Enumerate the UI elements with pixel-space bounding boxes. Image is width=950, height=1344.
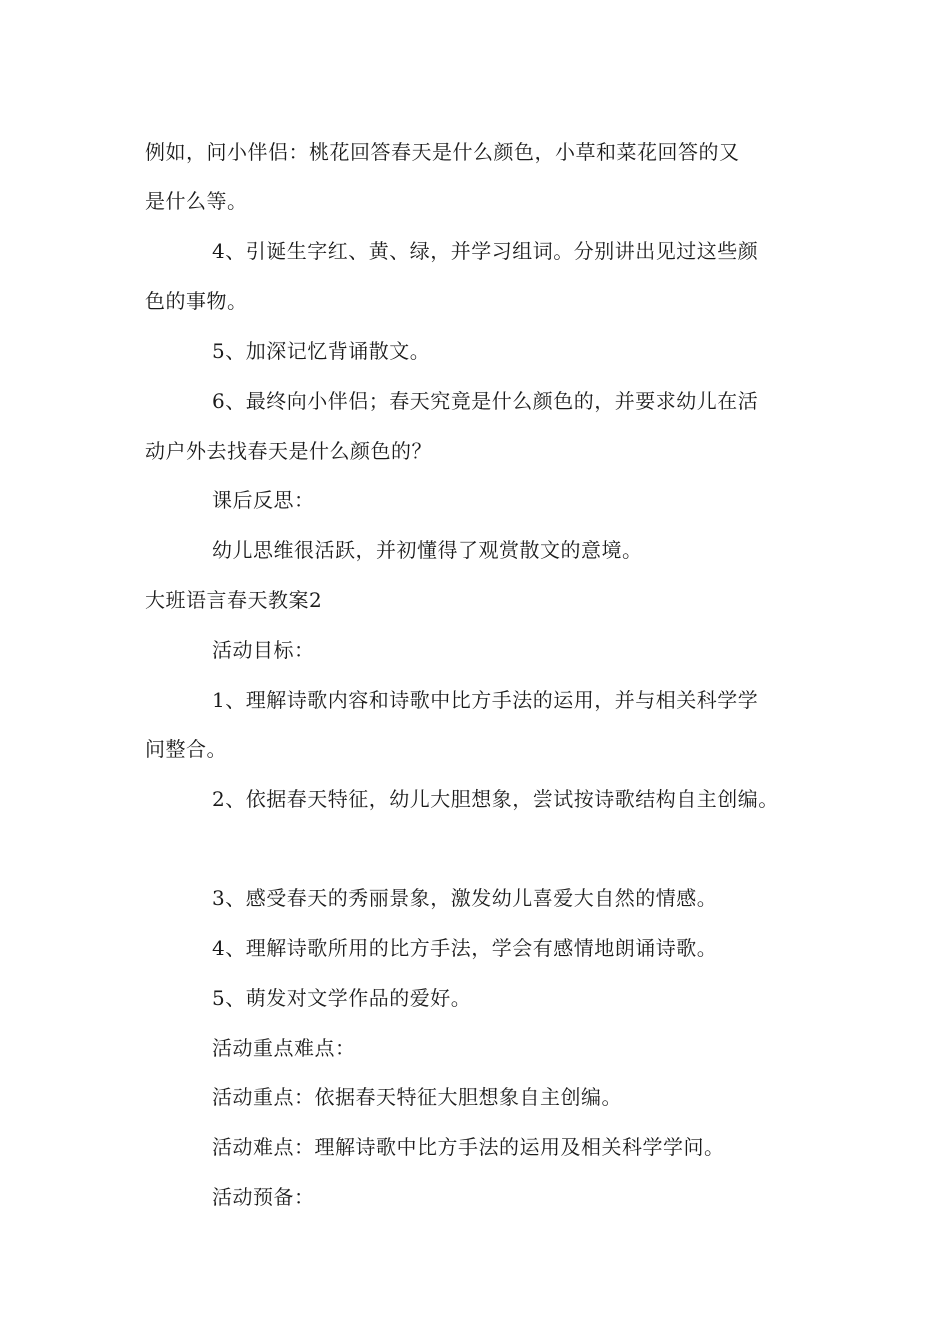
paragraph-line: 4、理解诗歌所用的比方手法，学会有感情地朗诵诗歌。 [212,936,718,960]
section-label: 活动目标： [212,638,315,662]
section-label: 活动预备： [212,1185,315,1209]
paragraph-line: 4、引诞生字红、黄、绿，并学习组词。分别讲出见过这些颜 [212,239,759,263]
paragraph-line: 例如，问小伴侣：桃花回答春天是什么颜色，小草和菜花回答的又 [145,140,740,164]
paragraph-line: 幼儿思维很活跃，并初懂得了观赏散文的意境。 [212,538,643,562]
section-heading: 大班语言春天教案2 [145,588,323,612]
paragraph-line: 动户外去找春天是什么颜色的？ [145,439,432,463]
paragraph-line: 6、最终向小伴侣；春天究竟是什么颜色的，并要求幼儿在活 [212,389,759,413]
paragraph-line: 2、依据春天特征，幼儿大胆想象，尝试按诗歌结构自主创编。 [212,787,779,811]
paragraph-line: 5、加深记忆背诵散文。 [212,339,431,363]
paragraph-line: 问整合。 [145,737,227,761]
paragraph-line: 活动重点：依据春天特征大胆想象自主创编。 [212,1085,622,1109]
paragraph-line: 1、理解诗歌内容和诗歌中比方手法的运用，并与相关科学学 [212,688,759,712]
paragraph-line: 是什么等。 [145,189,248,213]
paragraph-line: 5、萌发对文学作品的爱好。 [212,986,472,1010]
section-label: 活动重点难点： [212,1036,356,1060]
paragraph-line: 色的事物。 [145,289,248,313]
paragraph-line: 活动难点：理解诗歌中比方手法的运用及相关科学学问。 [212,1135,725,1159]
paragraph-line: 3、感受春天的秀丽景象，激发幼儿喜爱大自然的情感。 [212,886,718,910]
section-label: 课后反思： [212,488,315,512]
